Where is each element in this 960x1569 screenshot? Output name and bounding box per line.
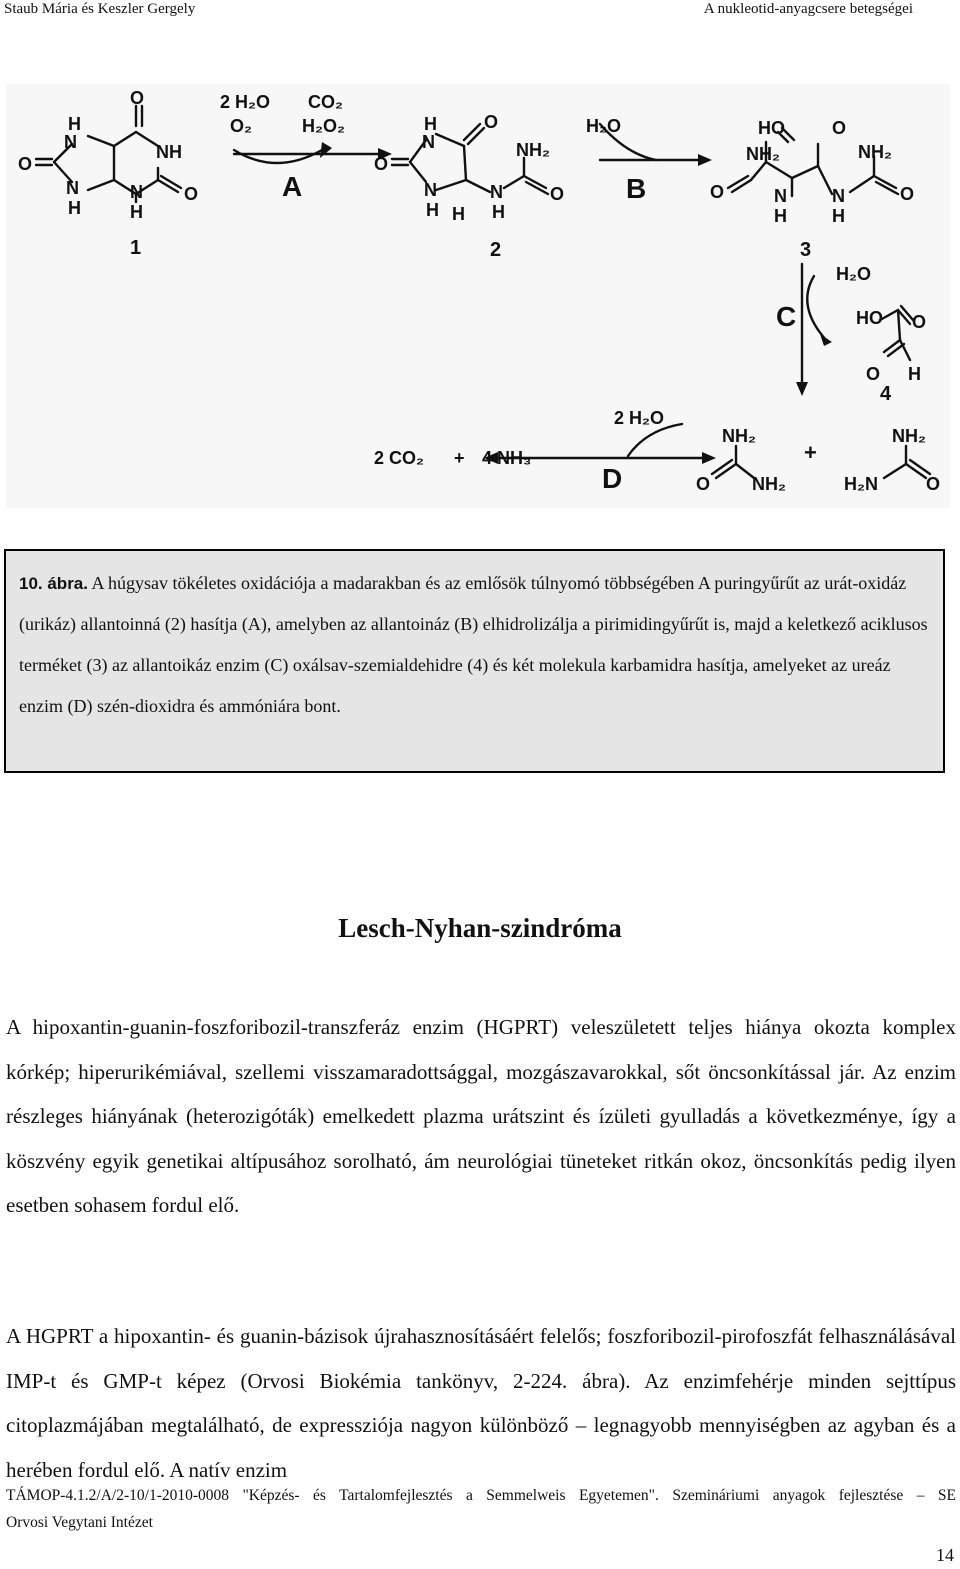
- atom-label: O: [912, 312, 927, 332]
- atom-label: O: [900, 184, 915, 204]
- reagent-oxygen: O₂: [230, 116, 252, 136]
- atom-label: HO: [758, 118, 785, 138]
- atom-label: H: [774, 206, 787, 226]
- enzyme-label-b: B: [626, 173, 647, 204]
- header-chapter-title: A nukleotid-anyagcsere betegségei: [703, 1, 913, 17]
- atom-label: NH₂: [722, 426, 756, 446]
- caption-text: A húgysav tökéletes oxidációja a madarakban és az emlősök túlnyomó többségében A puringyűrűt az urát-oxidáz (urikáz) allantoinná (2) hasítja (A), amelyben az allantoináz (B) elhidrolizálja a pirimidingyűrűt is, majd a keletkező aciklusos terméket (3) az allantoikáz enzim (C) oxálsav-szemialdehidre (4) és két molekula karbamidra hasítja, amelyeket az ureáz enzim (D) szén-dioxidra és ammóniára bont.: [19, 573, 928, 716]
- atom-label: O: [484, 112, 499, 132]
- atom-label: O: [184, 184, 199, 204]
- atom-label: O: [866, 364, 881, 384]
- atom-label: H₂N: [844, 474, 878, 494]
- product-co2: 2 CO₂: [374, 448, 425, 468]
- caption-label: 10. ábra.: [19, 574, 88, 593]
- reagent-water: 2 H₂O: [220, 92, 271, 112]
- atom-label: H: [492, 202, 505, 222]
- section-heading: Lesch-Nyhan-szindróma: [338, 913, 622, 943]
- plus-sign: +: [454, 448, 465, 468]
- atom-label: H: [426, 200, 439, 220]
- atom-label: H: [68, 198, 81, 218]
- body-paragraph: [6, 1314, 956, 1492]
- atom-label: H: [424, 114, 437, 134]
- plus-sign: +: [804, 440, 817, 465]
- atom-label: H: [130, 202, 143, 222]
- header-authors: Staub Mária és Keszler Gergely: [4, 1, 196, 17]
- atom-label: O: [710, 182, 725, 202]
- atom-label: O: [18, 154, 33, 174]
- figure-caption: [4, 549, 945, 773]
- enzyme-label-c: C: [776, 301, 797, 332]
- compound-number-4: 4: [880, 383, 892, 405]
- atom-label: N: [130, 182, 143, 202]
- atom-label: N: [490, 182, 503, 202]
- atom-label: O: [696, 474, 711, 494]
- atom-label: N: [422, 132, 435, 152]
- atom-label: O: [832, 118, 847, 138]
- atom-label: N: [66, 178, 79, 198]
- reaction-scheme-diagram: [6, 84, 950, 508]
- page-number: 14: [936, 1545, 954, 1565]
- atom-label: NH₂: [892, 426, 926, 446]
- product-h2o2: H₂O₂: [302, 116, 345, 136]
- reagent-water: 2 H₂O: [614, 408, 665, 428]
- atom-label: H: [908, 364, 921, 384]
- uric-acid-oxidation-figure: [6, 84, 950, 508]
- footer-project: TÁMOP-4.1.2/A/2-10/1-2010-0008 "Képzés- és Tartalomfejlesztés a Semmelweis Egyetemen". Szemináriumi anyagok fejlesztése – SE: [6, 1487, 956, 1504]
- compound-number-1: 1: [130, 237, 142, 259]
- product-ammonia: 4 NH₃: [482, 448, 532, 468]
- atom-label: O: [550, 184, 565, 204]
- atom-label: H: [452, 204, 465, 224]
- body-paragraph: [6, 1005, 956, 1228]
- atom-label: NH₂: [516, 140, 550, 160]
- running-header: [0, 0, 960, 24]
- atom-label: H: [68, 114, 81, 134]
- compound-number-3: 3: [800, 239, 812, 261]
- reagent-water: H₂O: [586, 116, 621, 136]
- atom-label: O: [926, 474, 941, 494]
- atom-label: HO: [856, 308, 883, 328]
- enzyme-label-a: A: [282, 171, 303, 202]
- atom-label: NH₂: [752, 474, 786, 494]
- atom-label: N: [832, 186, 845, 206]
- reagent-water: H₂O: [836, 264, 871, 284]
- atom-label: NH₂: [746, 144, 780, 164]
- atom-label: N: [424, 180, 437, 200]
- atom-label: O: [374, 154, 389, 174]
- compound-number-2: 2: [490, 239, 502, 261]
- footer-institute: Orvosi Vegytani Intézet: [6, 1514, 153, 1531]
- product-co2: CO₂: [308, 92, 343, 112]
- atom-label: NH₂: [858, 142, 892, 162]
- atom-label: N: [64, 132, 77, 152]
- enzyme-label-d: D: [602, 463, 623, 494]
- atom-label: N: [774, 186, 787, 206]
- atom-label: NH: [156, 142, 182, 162]
- paragraph-text: A HGPRT a hipoxantin- és guanin-bázisok újrahasznosításáért felelős; foszforibozil-pirofoszfát felhasználásával IMP-t és GMP-t képez (Orvosi Biokémia tankönyv, 2-224. ábra). Az enzimfehérje minden sejttípus citoplazmájában megtalálható, de expressziója nagyon különböző – legnagyobb mennyiségben az agyban és a herében fordul elő. A natív enzim: [6, 1324, 956, 1482]
- atom-label: O: [130, 88, 145, 108]
- paragraph-text: A hipoxantin-guanin-foszforibozil-transzferáz enzim (HGPRT) veleszületett teljes hiánya okozta komplex kórkép; hiperurikémiával, szellemi visszamaradottsággal, mozgászavarokkal, sőt öncsonkítással jár. Az enzim részleges hiányának (heterozigóták) emelkedett plazma urátszint és ízületi gyulladás a következménye, így a köszvény egyik genetikai altípusához sorolható, ám neurológiai tüneteket ritkán okoz, öncsonkítás pedig ilyen esetben sohasem fordul elő.: [6, 1015, 956, 1217]
- atom-label: H: [832, 206, 845, 226]
